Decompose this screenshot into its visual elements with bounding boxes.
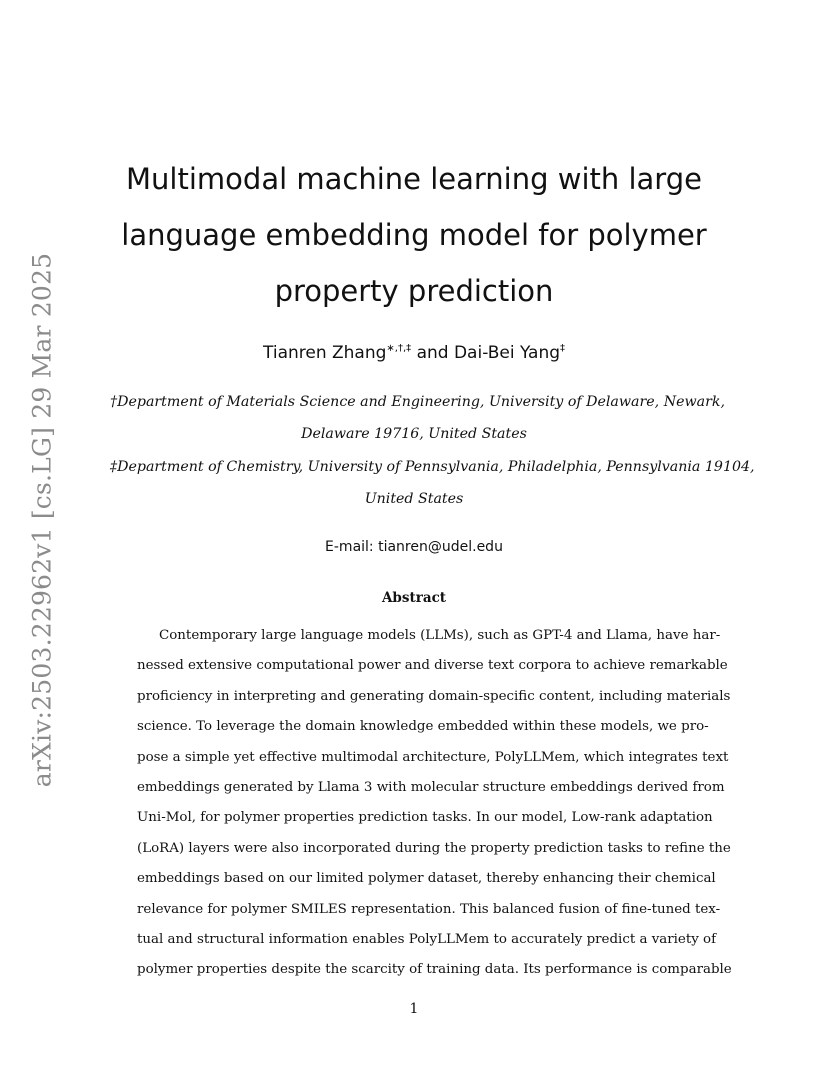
contact-email: E-mail: tianren@udel.edu — [325, 539, 503, 555]
arxiv-identifier-stamp: arXiv:2503.22962v1 [cs.LG] 29 Mar 2025 — [27, 252, 57, 788]
title-line: Multimodal machine learning with large — [126, 162, 702, 196]
abstract-line: embeddings generated by Llama 3 with molecular structure embeddings derived from — [137, 779, 725, 795]
affiliation-line: Delaware 19716, United States — [301, 426, 527, 442]
affiliation — [110, 386, 725, 450]
affiliation-line: †Department of Materials Science and Engineering, University of Delaware, Newark, — [110, 394, 725, 410]
abstract-line: tual and structural information enables PolyLLMem to accurately predict a variety of — [137, 931, 717, 947]
affiliation-line: United States — [364, 491, 464, 507]
page-number: 1 — [409, 1001, 419, 1017]
author-name: Dai-Bei Yang — [453, 343, 561, 363]
abstract-line: polymer properties despite the scarcity of training data. Its performance is comparable — [137, 962, 732, 978]
abstract-line: nessed extensive computational power and diverse text corpora to achieve remarkable — [137, 658, 728, 674]
abstract-body — [137, 621, 732, 986]
author-connector: and — [416, 343, 449, 363]
author-name: Tianren Zhang — [262, 343, 387, 363]
abstract-line: proficiency in interpreting and generating domain-specific content, including materials — [137, 688, 731, 704]
abstract-heading: Abstract — [381, 590, 447, 606]
abstract-line: relevance for polymer SMILES representation. This balanced fusion of fine-tuned tex- — [137, 901, 721, 917]
abstract-line: science. To leverage the domain knowledge embedded within these models, we pro- — [137, 719, 709, 735]
affiliation-line: ‡Department of Chemistry, University of Pennsylvania, Philadelphia, Pennsylvania 19104, — [110, 459, 755, 475]
abstract-line: embeddings based on our limited polymer dataset, thereby enhancing their chemical — [137, 871, 716, 887]
abstract-line: (LoRA) layers were also incorporated during the property prediction tasks to refine the — [137, 840, 731, 856]
author-affiliation-marks: ‡ — [560, 343, 566, 354]
title-line: language embedding model for polymer — [121, 218, 707, 252]
abstract-line: pose a simple yet effective multimodal architecture, PolyLLMem, which integrates text — [137, 749, 729, 765]
author-list — [160, 339, 668, 367]
paper-title — [116, 151, 712, 319]
title-line: property prediction — [274, 274, 554, 308]
author-affiliation-marks: ∗,†,‡ — [386, 343, 412, 354]
abstract-line: Contemporary large language models (LLMs), such as GPT-4 and Llama, have har- — [159, 628, 721, 643]
abstract-line: Uni-Mol, for polymer properties prediction tasks. In our model, Low-rank adaptation — [137, 810, 713, 826]
affiliation — [110, 451, 755, 515]
